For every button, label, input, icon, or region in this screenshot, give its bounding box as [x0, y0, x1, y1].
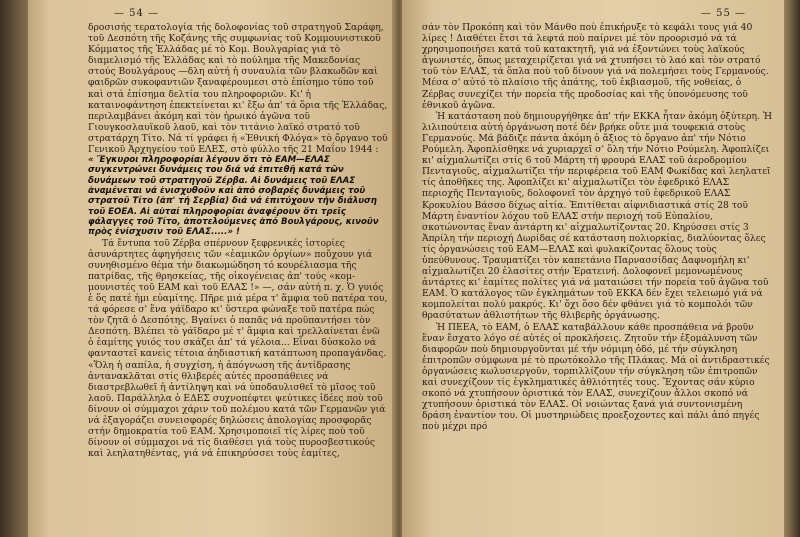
right-book-edge — [784, 0, 800, 537]
left-page-text — [88, 22, 388, 459]
right-paragraph-3: Ἡ ΠΕΕΑ, τὸ ΕΑΜ, ὁ ΕΛΑΣ καταβάλλουν κάθε προσπάθεια νά βροῦν ἕναν ἔσχατο λόγο σέ αὐτές οἱ προκλήσεις. Ζητοῦν τήν ἐξομάλυνση τῶν διαφορῶν ποὺ δημιουργοῦνται μέ τήν νόμιμη ὁδό, μέ τήν σύγκληση ἐπιτροπῶν σύμφωνα μέ τὸ πρωτόκολλο τῆς Πλάκας. Μά οἱ ἀντιδραστικές ὀργανώσεις κωλυσιεργοῦν, τορπιλλίζουν τήν σύγκληση τῶν ἐπιτροπῶν καὶ συνεχίζουν τίς ἐγκληματικές ἀθλιότητές τους. Ἔχοντας σάν κύριο σκοπό νά χτυπήσουν ὁριστικά τὸν ΕΛΑΣ, συνεχίζουν ἄλλοι σκοπό νά χτυπήσουν ὁριστικά τὸν ΕΛΑΣ. Οἱ νοιώντας ξανά γιά συντονισμένη δράση ἐναντίον του. Οἱ μυστηριώδεις προεξοχοντες καὶ πάλι ἀπό πηγές ποὺ μέχρι πρό — [422, 321, 770, 433]
left-quote-block: « Ἔγκυροι πληροφορίαι λέγουν ὅτι τὸ ΕΑΜ—ΕΛΑΣ συγκεντρώνει δυνάμεις του διά νά ἐπιτεθῆ κατά τῶν δυνάμεων τοῦ στρατηγοῦ Ζέρβα. Αἱ δυνάμεις τοῦ ΕΛΑΣ ἀναμένεται νά ἐνισχυθοῦν καὶ ἀπό σοβαρές δυνάμεις τοῦ στρατοῦ Τίτο (ἀπ' τή Σερβία) διά νά ἐπιτύχουν τήν διάλυση τοῦ ΕΟΕΑ. Αἱ αὐταί πληροφορίαι ἀναφέρουν ὅτι τρεῖς φάλαγγες τοῦ Τίτο, ἀποτελούμενες ἀπό Βουλγάρους, κινοῦν πρὸς ἐνίσχυσιν τοῦ ΕΛΑΣ.....» ! — [88, 155, 379, 238]
left-book-edge — [0, 0, 30, 537]
right-page-text — [422, 22, 772, 432]
right-page-number: — 55 — — [700, 8, 746, 19]
left-page-number: — 54 — — [114, 8, 160, 19]
right-paragraph-1: σάν τὸν Προκόπη καὶ τὸν Μάνθο ποὺ ἐπικήρυξε τὸ κεφάλι τους γιά 40 λίρες ! Διαθέτει ἔτσι τά λεφτά ποὺ παίρνει μέ τὸν προορισμό νά τά χρησιμοποιήσει κατά τοῦ κατακτητῆ, γιά νά ἐξοντώνει τοὺς λαϊκούς ἀγωνιστές, ὅπως μεταχειρίζεται γιά νά χτυπήσει τὸ λαό καὶ τὸν στρατό τοῦ τὸν ΕΛΑΣ, τά ὅπλα ποὺ τοῦ δίνουν γιά νά πολεμήσει τοὺς Γερμανούς. Μέσα σ' αὐτό τὸ πλαίσιο τῆς ἀπάτης, τοῦ ἐκβιασμοῦ, τῆς νοθείας, ὁ Ζέρβας συνεχίζει τήν πορεία τῆς προδοσίας καὶ τῆς ὑπονόμευσης τοῦ ἐθνικοῦ ἀγῶνα. — [422, 22, 769, 111]
left-paragraph-2: Τά ἔντυπα τοῦ Ζέρβα σπέρνουν ξεφρενικές ἱστορίες ἀσυνάρτητες ἀφηγήσεις τῶν «ἐαμικῶν ὀργίων» ποὔχουν γιά συνηθισμένο θέμα τήν διακωμώδηση τό κουρέλιασμα τῆς πατρίδας, τῆς θρησκείας, τῆς οἰκογένειας ἀπ' τούς «κομ-μουνιστές τοῦ ΕΑΜ καὶ τοῦ ΕΛΑΣ !» —, σάν αὐτή π. χ. Ὁ γυιός ἐ ὅς πατέ ἡμι εὐαμίτης. Πῆρε μιά μέρα τ' ἅμφια τοῦ πατέρα του, τά φόρεσε σ' ἕνα γάϊδαρο κι' ὕστερα φώναξε τοῦ πατέρα πώς τὸν ζητᾶ ὁ Δεσπότης. Βγαίνει ὁ παπᾶς νά προϋπαντήσει τὸν Δεσπότη. Βλέπει τὸ γάϊδαρο μέ τ' ἅμφια καὶ τρελλαίνεται ἐνῶ ὁ ἐαμίτης γυιός του σκάζει ἀπ' τά γέλοια... Εἶναι δύσκολο νά φανταστεῖ κανεὶς τέτοια ἀηδιαστική κατάπτωση προπαγάνδας. «Ὅλη ἡ σαπίλα, ἡ συγχίση, ἡ ἀπόγνωση τῆς ἀντίδρασης ἀντανακλᾶται στίς θλιβερές αὐτές προσπάθειες νά διαστρεβλωθεῖ ἡ ἀντίληψη καὶ νά ὑποδαυλισθεῖ τὸ μῖσος τοῦ λαοῦ. Παράλληλα ὁ ΕΔΕΣ συχνοπέφτει ψεύτικες ἰδέες ποὺ τοῦ δίνουν οἱ σύμμαχοι χάριν τοῦ πολέμου κατά τῶν Γερμανῶν γιά νά ἐξαγοράζει συνεισφορές δηλώσεις ἀπολογίας προσφορᾶς στήν δημοκρατία τοῦ ΕΑΜ. Χρησιμοποιεῖ τίς λίρες ποὺ τοῦ δίνουν οἱ σύμμαχοι νά τίς διαθέσει γιά τοὺς πυροσβεστικούς καὶ λεηλατηθέντας, γιά νά ἐπικηρύσσει τοὺς ἐαμίτες, — [88, 237, 388, 460]
right-paragraph-2: Ἡ κατάσταση ποὺ δημιουργήθηκε ἀπ' τήν ΕΚΚΑ ἦταν ἀκόμη ὀξύτερη. Ἡ λιλιπούτεια αὐτή ὀργάνωση ποτέ δέν βρήκε οὔτε μιά τουφεκιά στοὺς Γερμανούς. Μά βάδιζε πάντα ἀκόμη ὁ ἄξιος τὸ ὄργανο ἀπ' τήν Νότιο Ρούμελη. Ἀφοπλίσθηκε νά χυριαρχεῖ σ' ὅλη τήν Νότιο Ρούμελη. Ἀφοπλίζει κι' αἰχμαλωτίζει στίς 6 τοῦ Μάρτη τή φρουρά ΕΛΑΣ τοῦ ἀεροδρομίου Πενταγιοῦς, αἰχμαλωτίζει τήν περιφέρεια τοῦ ΕΑΜ Φωκίδας καὶ λεηλατεῖ τίς ἀποθῆκες της. Ἀφοπλίζει κι' αἰχμαλωτίζει τὸν ἐφεδρικό ΕΛΑΣ περιοχῆς Πενταγιοῦς, δολοφονεῖ τὸν ἀρχηγό τοῦ ἐφεδρικοῦ ΕΛΑΣ Κροκυλίου Βάσσο δίχως αἰτία. Ἐπιτίθεται αἰφνιδιαστικά στίς 28 τοῦ Μάρτη ἐναντίον λόχου τοῦ ΕΛΑΣ στήν περιοχή τοῦ Εὐπαλίου, σκοτώνοντας ἕναν ἀντάρτη κι' αἰχμαλωτίζοντας 20. Κηρύσσει στίς 3 Ἀπρίλη τήν περιοχή Δωρίδας σέ κατάσταση πολιορκίας, διαλύοντας ὅλες τίς ὀργανώσεις τοῦ ΕΑΜ—ΕΛΑΣ καὶ φυλακίζοντας ὅλους τοὺς ὑπεύθυνους. Τραυματίζει τὸν καπετάνιο Παρνασσίδας Δαφνομήλη κι' αἰχμαλωτίζει 20 ἐλασίτες στήν Ἐρατεινή. Δολοφονεῖ μεμονωμένους ἀντάρτες κι' ἐαμίτες πολίτες γιά νά ματαιώσει τήν πορεία τοῦ ἀγῶνα τοῦ ΕΑΜ. Ὁ κατάλογος τῶν ἐγκλημάτων τοῦ ΕΚΚΑ δέν ἔχει τελειωμό γιά νά κομπολείται πολύ μακρύς. Κι' ὅχι ὅσο δέν φθάνει γιά τὸ κομπολόι τῶν θρασύτατων ἀθλιοτήτων τῆς θλιβερῆς ὀργάνωσης. — [422, 110, 773, 322]
left-paragraph-1: δροσισής τερατολογία τής δολοφονίας τοῦ στρατηγοῦ Σαράφη, τοῦ Δεσπότη τῆς Κοζάνης τῆς συμφωνίας τοῦ Κομμουνιστικοῦ Κόμματος τῆς Ἑλλάδας μέ τὸ Κομ. Βουλγαρίας γιά τὸ διαμελισμό τῆς Ἑλλάδας καὶ τὸ πούλημα τῆς Μακεδονίας στούς Βουλγάρους —δλη αὐτή ἡ συναυλία τῶν βλακωδῶν καὶ φαιδρῶν συκοφαντιῶν ξαναφέρουμεσι στὸ ἐπίσημο τύπο τοῦ καὶ στά ἐπίσημα δελτία του πληροφοριῶν. Κι' ἡ καταινοφάντηση ἐπεκτείνεται κι' ἔξω ἀπ' τά ὅρια τῆς Ἑλλάδας, περιλαμβάνει ἀκόμη καὶ τὸν ἡρωικό ἀγῶνα τοῦ Γιουγκοσλαυϊκοῦ λαοῦ, καὶ τὸν τιτάνιο λαϊκό στρατό τοῦ στρατάρχη Τίτο. Νά τί γράφει ἡ «Ἐθνική Φλόγα» τὸ ὄργανο τοῦ Γενικοῦ Ἀρχηγείου τοῦ ΕΛΕΣ, στὸ φύλλο τῆς 21 Μαΐου 1944 : — [88, 22, 388, 156]
right-page — [402, 0, 786, 537]
left-page — [28, 0, 398, 537]
